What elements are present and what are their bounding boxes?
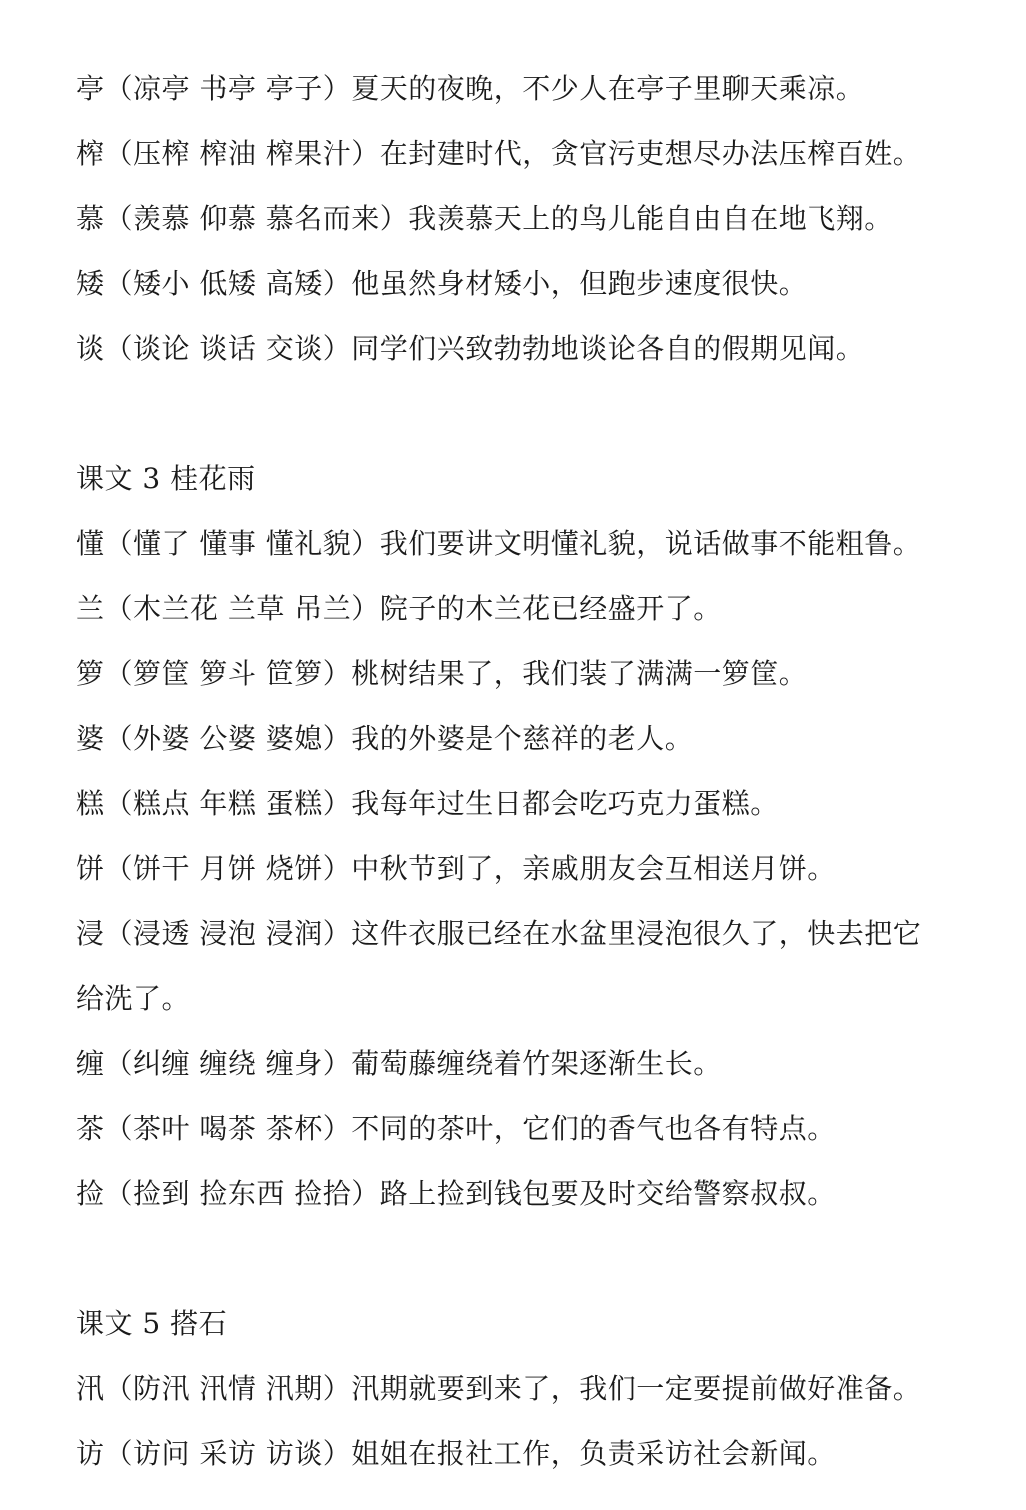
section-lesson-3 [76, 446, 976, 1226]
section-lesson-5 [76, 1291, 976, 1486]
vocab-entry: 亭（凉亭 书亭 亭子）夏天的夜晚，不少人在亭子里聊天乘凉。 [76, 72, 865, 105]
vocab-entry: 箩（箩筐 箩斗 笸箩）桃树结果了，我们装了满满一箩筐。 [76, 657, 808, 690]
vocab-entry: 茶（茶叶 喝茶 茶杯）不同的茶叶，它们的香气也各有特点。 [76, 1112, 836, 1145]
section-spacer [76, 1226, 976, 1291]
section-title: 课文 5 搭石 [76, 1307, 228, 1340]
vocab-entry: 浸（浸透 浸泡 浸润）这件衣服已经在水盆里浸泡很久了，快去把它 [76, 917, 922, 950]
vocab-entry: 榨（压榨 榨油 榨果汁）在封建时代，贪官污吏想尽办法压榨百姓。 [76, 137, 922, 170]
entry-list-intro [76, 56, 976, 381]
vocab-entry: 矮（矮小 低矮 高矮）他虽然身材矮小，但跑步速度很快。 [76, 267, 808, 300]
vocab-entry: 饼（饼干 月饼 烧饼）中秋节到了，亲戚朋友会互相送月饼。 [76, 852, 836, 885]
vocab-entry: 懂（懂了 懂事 懂礼貌）我们要讲文明懂礼貌，说话做事不能粗鲁。 [76, 527, 922, 560]
vocab-entry: 缠（纠缠 缠绕 缠身）葡萄藤缠绕着竹架逐渐生长。 [76, 1047, 722, 1080]
section-spacer [76, 381, 976, 446]
vocab-entry: 婆（外婆 公婆 婆媳）我的外婆是个慈祥的老人。 [76, 722, 694, 755]
section-title: 课文 3 桂花雨 [76, 462, 256, 495]
vocab-entry: 谈（谈论 谈话 交谈）同学们兴致勃勃地谈论各自的假期见闻。 [76, 332, 865, 365]
vocab-entry-continuation: 给洗了。 [76, 982, 191, 1015]
vocab-entry: 访（访问 采访 访谈）姐姐在报社工作，负责采访社会新闻。 [76, 1437, 836, 1470]
document-page [76, 56, 976, 1486]
vocab-entry: 兰（木兰花 兰草 吊兰）院子的木兰花已经盛开了。 [76, 592, 722, 625]
vocab-entry: 汛（防汛 汛情 汛期）汛期就要到来了，我们一定要提前做好准备。 [76, 1372, 922, 1405]
vocab-entry: 慕（羡慕 仰慕 慕名而来）我羡慕天上的鸟儿能自由自在地飞翔。 [76, 202, 893, 235]
vocab-entry: 捡（捡到 捡东西 捡拾）路上捡到钱包要及时交给警察叔叔。 [76, 1177, 836, 1210]
vocab-entry: 糕（糕点 年糕 蛋糕）我每年过生日都会吃巧克力蛋糕。 [76, 787, 779, 820]
